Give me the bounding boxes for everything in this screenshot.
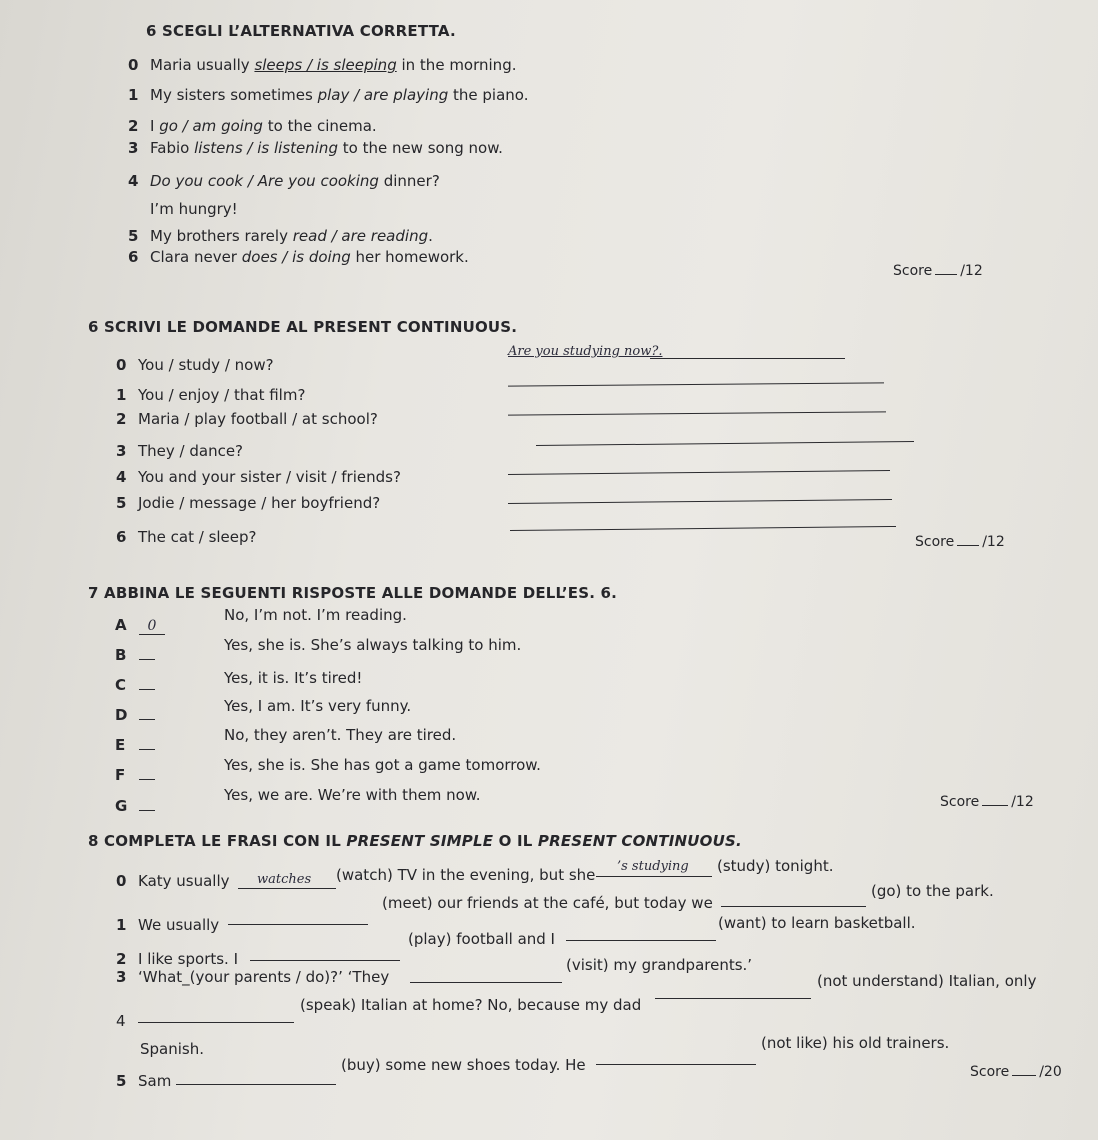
ex7-answer-b[interactable] <box>139 659 155 660</box>
ex6a-item-1: 1 My sisters sometimes play / are playing the piano. <box>128 86 529 104</box>
ex8-s0-middle: (watch) TV in the evening, but she <box>336 866 596 884</box>
ex8-s2-end: (want) to learn basketball. <box>718 914 916 932</box>
ex6b-item-2: 2 Maria / play football / at school? <box>116 410 378 428</box>
ex6b-score: Score /12 <box>915 534 1005 550</box>
ex7-item-f: F <box>115 766 155 784</box>
ex6a-item-6: 6 Clara never does / is doing her homework. <box>128 248 469 266</box>
ex8-s4-number: 4 <box>116 1012 126 1030</box>
ex7-text-g: Yes, we are. We’re with them now. <box>224 786 481 804</box>
exercise-8-title: 8 COMPLETA LE FRASI CON IL PRESENT SIMPLE O IL PRESENT CONTINUOUS. <box>88 832 742 850</box>
ex8-s4-blank-2[interactable] <box>655 998 811 999</box>
ex8-s5-blank-1[interactable] <box>176 1084 336 1085</box>
ex6a-item-4: 4 Do you cook / Are you cooking dinner? <box>128 172 440 190</box>
ex7-text-b: Yes, she is. She’s always talking to him. <box>224 636 522 654</box>
ex6b-item-0: 0 You / study / now? <box>116 356 274 374</box>
ex6b-answer-line-3[interactable] <box>536 441 914 446</box>
ex7-answer-g[interactable] <box>139 810 155 811</box>
ex6a-item-3: 3 Fabio listens / is listening to the new song now. <box>128 139 503 157</box>
ex8-s1-start: 1 We usually <box>116 916 220 934</box>
ex6a-item-4-continuation: I’m hungry! <box>150 200 238 218</box>
ex7-item-a: A 0 <box>115 616 165 635</box>
exercise-6b-title: 6 SCRIVI LE DOMANDE AL PRESENT CONTINUOUS. <box>88 318 518 336</box>
ex6a-item-5: 5 My brothers rarely read / are reading. <box>128 227 433 245</box>
ex7-score-blank[interactable] <box>982 805 1008 806</box>
ex8-s2-blank-1[interactable] <box>250 960 400 961</box>
ex6b-answer-line-2[interactable] <box>508 411 886 415</box>
ex6b-score-blank[interactable] <box>957 545 979 546</box>
ex7-text-d: Yes, I am. It’s very funny. <box>224 697 412 715</box>
ex7-text-e: No, they aren’t. They are tired. <box>224 726 457 744</box>
ex8-s3-end: (visit) my grandparents.’ <box>566 956 753 974</box>
ex7-item-c: C <box>115 676 155 694</box>
ex6b-example-answer: Are you studying now?. <box>508 344 663 359</box>
ex8-s2-middle: (play) football and I <box>408 930 555 948</box>
ex6b-item-1: 1 You / enjoy / that film? <box>116 386 306 404</box>
ex8-s1-blank-2[interactable] <box>721 906 866 907</box>
ex8-s5-blank-2[interactable] <box>596 1064 756 1065</box>
ex8-s0-start: 0 Katy usually <box>116 872 230 890</box>
ex8-s4-middle: (speak) Italian at home? No, because my dad <box>300 996 642 1014</box>
ex8-s0-answer-2: ’s studying <box>617 859 689 874</box>
ex7-text-c: Yes, it is. It’s tired! <box>224 669 363 687</box>
ex8-s0-answer-1: watches <box>257 872 312 887</box>
ex6b-item-4: 4 You and your sister / visit / friends? <box>116 468 401 486</box>
ex7-item-b: B <box>115 646 155 664</box>
ex6a-item-2: 2 I go / am going to the cinema. <box>128 117 377 135</box>
ex8-s5-start: 5 Sam <box>116 1072 172 1090</box>
ex8-s0-blank-1[interactable] <box>238 888 336 889</box>
ex6a-score: Score /12 <box>893 263 983 279</box>
ex6b-item-3: 3 They / dance? <box>116 442 244 460</box>
ex6a-item-0: 0 Maria usually sleeps / is sleeping in the morning. <box>128 56 517 74</box>
ex8-s1-blank-1[interactable] <box>228 924 368 925</box>
ex8-score-blank[interactable] <box>1012 1075 1036 1076</box>
ex8-s2-blank-2[interactable] <box>566 940 716 941</box>
exercise-6a-title: 6 SCEGLI L’ALTERNATIVA CORRETTA. <box>146 22 456 40</box>
ex7-item-d: D <box>115 706 155 724</box>
exercise-7-title: 7 ABBINA LE SEGUENTI RISPOSTE ALLE DOMANDE DELL’ES. 6. <box>88 584 618 602</box>
ex8-s2-start: 2 I like sports. I <box>116 950 239 968</box>
ex7-text-f: Yes, she is. She has got a game tomorrow. <box>224 756 541 774</box>
ex7-item-g: G <box>115 797 155 815</box>
ex6a-score-blank[interactable] <box>935 274 957 275</box>
ex8-s3-blank-1[interactable] <box>410 982 562 983</box>
ex8-s0-blank-2[interactable] <box>596 876 712 877</box>
ex8-s5-end: (not like) his old trainers. <box>761 1034 950 1052</box>
ex8-s4-end: (not understand) Italian, only <box>817 972 1037 990</box>
ex8-s4-continuation: Spanish. <box>140 1040 204 1058</box>
ex7-score: Score /12 <box>940 794 1034 810</box>
ex8-s5-middle: (buy) some new shoes today. He <box>341 1056 586 1074</box>
ex8-s0-end: (study) tonight. <box>717 857 834 875</box>
ex8-s1-end: (go) to the park. <box>871 882 994 900</box>
ex6b-item-6: 6 The cat / sleep? <box>116 528 257 546</box>
ex6b-answer-line-0[interactable] <box>650 358 845 359</box>
ex6b-answer-line-6[interactable] <box>510 526 896 531</box>
ex6b-item-5: 5 Jodie / message / her boyfriend? <box>116 494 381 512</box>
ex7-answer-f[interactable] <box>139 779 155 780</box>
ex6b-answer-line-5[interactable] <box>508 499 892 504</box>
bleed-through-text <box>770 8 775 27</box>
ex8-s3-start: 3 ‘What_(your parents / do)?’ ‘They <box>116 968 390 986</box>
ex7-answer-e[interactable] <box>139 749 155 750</box>
ex7-answer-d[interactable] <box>139 719 155 720</box>
ex8-s4-blank-1[interactable] <box>138 1022 294 1023</box>
ex6b-answer-line-1[interactable] <box>508 382 884 386</box>
ex7-answer-a[interactable]: 0 <box>139 618 165 635</box>
ex7-item-e: E <box>115 736 155 754</box>
ex7-text-a: No, I’m not. I’m reading. <box>224 606 407 624</box>
ex8-s1-middle: (meet) our friends at the café, but today we <box>382 894 713 912</box>
ex8-score: Score /20 <box>970 1064 1062 1080</box>
ex6b-answer-line-4[interactable] <box>508 470 890 475</box>
ex7-answer-c[interactable] <box>139 689 155 690</box>
